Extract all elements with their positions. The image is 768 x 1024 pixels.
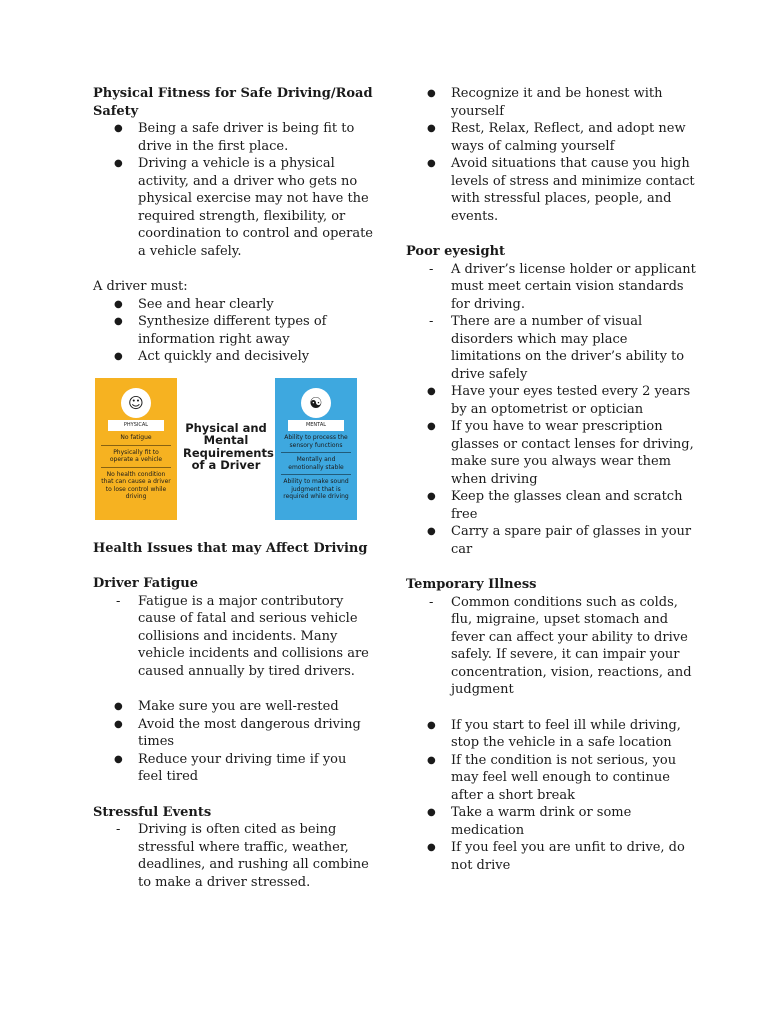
left-column: [93, 85, 373, 891]
list-item: [406, 804, 696, 839]
list-item-text: See and hear clearly: [138, 296, 274, 312]
list-item-text: Driving a vehicle is a physical activity, and a driver who gets no physical exercise may not have the required strength, flexibility, or coordination to control and operate a vehicle safely.: [138, 156, 373, 259]
bullet-icon: ●: [427, 719, 436, 731]
mental-item: Ability to make sound judgment that is required while driving: [281, 474, 351, 504]
driver-fatigue-heading: Driver Fatigue: [93, 576, 198, 591]
list-item-text: Being a safe driver is being fit to drive in the first place.: [138, 121, 355, 154]
illness-bullet-list: [406, 717, 696, 875]
infographic-title: Physical and Mental Requirements of a Driver: [183, 420, 274, 472]
dash-icon: -: [116, 593, 121, 609]
list-item-text: Act quickly and decisively: [138, 349, 310, 364]
list-item: [406, 313, 696, 383]
physical-item: No health condition that can cause a driver to lose control while driving: [101, 467, 171, 504]
mental-item: Ability to process the sensory functions: [284, 434, 348, 449]
fatigue-bullet-list: [93, 698, 373, 786]
list-item-text: If the condition is not serious, you may feel well enough to continue after a short break: [451, 752, 677, 803]
bullet-icon: ●: [427, 421, 436, 432]
list-item: [406, 594, 696, 699]
health-issues-heading: Health Issues that may Affect Driving: [93, 540, 368, 556]
list-item-text: A driver’s license holder or applicant must meet certain vision standards for driving.: [451, 261, 696, 312]
bullet-icon: ●: [114, 351, 123, 362]
list-item: [93, 155, 373, 260]
temporary-illness-heading: Temporary Illness: [406, 577, 537, 592]
list-item: [93, 348, 373, 366]
fitness-heading: Physical Fitness for Safe Driving/Road Safety: [93, 86, 373, 119]
list-item-text: Recognize it and be honest with yourself: [451, 86, 663, 119]
list-item-text: Have your eyes tested every 2 years by an optometrist or optician: [451, 384, 691, 417]
physical-item: Physically fit to operate a vehicle: [101, 445, 171, 467]
list-item-text: Carry a spare pair of glasses in your car: [451, 524, 692, 557]
requirements-infographic: [95, 378, 361, 522]
bullet-icon: ●: [427, 754, 436, 766]
bullet-icon: ●: [114, 158, 123, 169]
driver-must-list: [93, 296, 373, 366]
list-item-text: Common conditions such as colds, flu, migraine, upset stomach and fever can affect your ability to drive safely. If severe, it can impair your concentration, vision, reactions, and judgment: [451, 594, 692, 697]
right-column: [406, 85, 696, 874]
bullet-icon: ●: [427, 842, 436, 853]
bullet-icon: ●: [427, 158, 436, 169]
list-item-text: Synthesize different types of information right away: [138, 314, 327, 347]
list-item-text: There are a number of visual disorders which may place limitations on the driver’s ability to drive safely: [451, 314, 685, 382]
bullet-icon: ●: [427, 526, 436, 537]
bullet-icon: ●: [427, 123, 436, 134]
list-item-text: Rest, Relax, Reflect, and adopt new ways of calming yourself: [451, 121, 686, 154]
bullet-icon: ●: [114, 316, 123, 327]
list-item: [93, 751, 373, 786]
list-item-text: If you have to wear prescription glasses or contact lenses for driving, make sure you always wear them when driving: [451, 419, 694, 487]
list-item: [406, 85, 696, 120]
dash-icon: -: [429, 314, 434, 329]
list-item: [406, 120, 696, 155]
list-item: [93, 716, 373, 751]
mental-panel: [275, 378, 357, 520]
stress-dash-list: [93, 821, 373, 891]
fitness-bullet-list: [93, 120, 373, 260]
person-icon: ☺: [121, 388, 151, 418]
list-item-text: If you start to feel ill while driving, stop the vehicle in a safe location: [451, 717, 681, 750]
brain-icon: ☯: [301, 388, 331, 418]
stress-bullet-list: [406, 85, 696, 225]
list-item: [406, 839, 696, 874]
poor-eyesight-heading: Poor eyesight: [406, 244, 506, 259]
eyesight-dash-list: [406, 261, 696, 384]
list-item: [93, 593, 373, 681]
list-item: [406, 488, 696, 523]
list-item-text: Keep the glasses clean and scratch free: [451, 489, 683, 522]
mental-tag: MENTAL: [288, 420, 344, 432]
bullet-icon: ●: [427, 88, 436, 99]
list-item: [93, 296, 373, 314]
list-item-text: Reduce your driving time if you feel tired: [138, 751, 347, 784]
dash-icon: -: [116, 822, 121, 837]
list-item-text: Driving is often cited as being stressful where traffic, weather, deadlines, and rushing all combine to make a driver stressed.: [138, 822, 369, 890]
illness-dash-list: [406, 594, 696, 699]
list-item: [93, 120, 373, 155]
list-item: [93, 313, 373, 348]
bullet-icon: ●: [427, 386, 436, 397]
bullet-icon: ●: [427, 807, 436, 818]
list-item: [93, 698, 373, 716]
list-item-text: Make sure you are well-rested: [138, 699, 339, 714]
list-item-text: Fatigue is a major contributory cause of fatal and serious vehicle collisions and incidents. Many vehicle incidents and collisions are caused annually by tired drivers.: [138, 593, 369, 679]
driver-must-label: A driver must:: [93, 279, 188, 294]
list-item: [406, 523, 696, 558]
list-item: [406, 717, 696, 752]
dash-icon: -: [429, 594, 434, 610]
list-item: [406, 383, 696, 418]
physical-panel: [95, 378, 177, 520]
dash-icon: -: [429, 261, 434, 277]
physical-item: No fatigue: [120, 434, 152, 441]
eyesight-bullet-list: [406, 383, 696, 558]
list-item: [406, 752, 696, 805]
list-item: [406, 155, 696, 225]
list-item-text: Avoid situations that cause you high levels of stress and minimize contact with stressful places, people, and events.: [451, 156, 695, 224]
bullet-icon: ●: [427, 491, 436, 502]
bullet-icon: ●: [114, 701, 123, 712]
bullet-icon: ●: [114, 753, 123, 765]
bullet-icon: ●: [114, 123, 123, 134]
list-item-text: Avoid the most dangerous driving times: [138, 716, 361, 749]
physical-tag: PHYSICAL: [108, 420, 164, 432]
bullet-icon: ●: [114, 298, 123, 310]
stressful-events-heading: Stressful Events: [93, 804, 212, 820]
list-item-text: Take a warm drink or some medication: [451, 805, 632, 838]
fatigue-dash-list: [93, 593, 373, 681]
list-item: [406, 261, 696, 314]
list-item-text: If you feel you are unfit to drive, do not drive: [451, 840, 685, 873]
list-item: [406, 418, 696, 488]
bullet-icon: ●: [114, 718, 123, 730]
list-item: [93, 821, 373, 891]
mental-item: Mentally and emotionally stable: [281, 452, 351, 474]
